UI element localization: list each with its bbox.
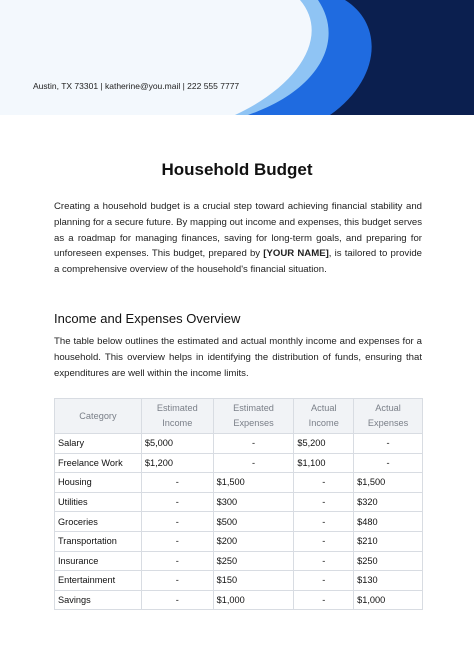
- amount-cell: -: [294, 531, 354, 551]
- amount-cell: $250: [213, 551, 294, 571]
- category-cell: Utilities: [55, 492, 142, 512]
- column-header-label: Income: [162, 418, 193, 428]
- category-cell: Salary: [55, 434, 142, 454]
- intro-text-start: Creating a household budget is a crucial step toward achieving financial stability and planning for a secure future. By mapping out income and expenses, this budget serves as a roadmap for managing finances, saving for long-term goals, and preparing for unforeseen expenses. This budget, prepared by: [54, 201, 422, 260]
- amount-cell: -: [294, 492, 354, 512]
- column-header-label: Expenses: [233, 418, 274, 428]
- amount-cell: -: [141, 473, 213, 493]
- amount-cell: -: [354, 434, 423, 454]
- table-row: [55, 453, 423, 473]
- table-row: [55, 590, 423, 610]
- column-header-label: Category: [79, 410, 117, 421]
- amount-cell: -: [141, 492, 213, 512]
- table-row: [55, 551, 423, 571]
- column-header: [294, 399, 354, 434]
- amount-cell: -: [294, 551, 354, 571]
- section-heading: Income and Expenses Overview: [54, 311, 241, 326]
- contact-info: Austin, TX 73301 | katherine@you.mail | 222 555 7777: [33, 81, 240, 91]
- category-cell: Housing: [55, 473, 142, 493]
- amount-cell: $200: [213, 531, 294, 551]
- amount-cell: $130: [354, 571, 423, 591]
- table-row: [55, 512, 423, 532]
- table-body: [55, 434, 423, 610]
- amount-cell: $1,100: [294, 453, 354, 473]
- category-cell: Transportation: [55, 531, 142, 551]
- category-cell: Groceries: [55, 512, 142, 532]
- amount-cell: -: [354, 453, 423, 473]
- table-row: [55, 434, 423, 454]
- amount-cell: $210: [354, 531, 423, 551]
- letterhead-header: [0, 0, 474, 115]
- amount-cell: -: [213, 453, 294, 473]
- amount-cell: $300: [213, 492, 294, 512]
- amount-cell: $500: [213, 512, 294, 532]
- column-header-label: Income: [308, 418, 339, 428]
- amount-cell: $150: [213, 571, 294, 591]
- amount-cell: $5,000: [141, 434, 213, 454]
- amount-cell: $320: [354, 492, 423, 512]
- column-header: [354, 399, 423, 434]
- column-header-label: Estimated: [156, 403, 198, 413]
- amount-cell: -: [294, 571, 354, 591]
- category-cell: Insurance: [55, 551, 142, 571]
- amount-cell: -: [141, 551, 213, 571]
- amount-cell: -: [141, 571, 213, 591]
- amount-cell: $1,200: [141, 453, 213, 473]
- column-header: [141, 399, 213, 434]
- category-cell: Entertainment: [55, 571, 142, 591]
- amount-cell: $1,000: [213, 590, 294, 610]
- amount-cell: -: [294, 590, 354, 610]
- page-title: Household Budget: [161, 160, 313, 179]
- table-row: [55, 492, 423, 512]
- column-header-label: Actual: [375, 403, 401, 413]
- amount-cell: -: [213, 434, 294, 454]
- amount-cell: $5,200: [294, 434, 354, 454]
- amount-cell: -: [141, 512, 213, 532]
- amount-cell: $250: [354, 551, 423, 571]
- budget-table: [54, 398, 423, 610]
- amount-cell: $1,500: [354, 473, 423, 493]
- column-header-label: Actual: [310, 403, 337, 413]
- table-row: [55, 531, 423, 551]
- intro-paragraph: [54, 199, 422, 278]
- column-header: [55, 399, 142, 434]
- header-wave-graphic: [0, 0, 474, 115]
- category-cell: Freelance Work: [55, 453, 142, 473]
- column-header-label: Estimated: [233, 403, 274, 413]
- amount-cell: $1,500: [213, 473, 294, 493]
- amount-cell: $1,000: [354, 590, 423, 610]
- category-cell: Savings: [55, 590, 142, 610]
- intro-text-end: , is tailored to provide a comprehensive overview of the household's financial situation.: [54, 248, 423, 276]
- table-row: [55, 571, 423, 591]
- name-placeholder[interactable]: [YOUR NAME]: [263, 248, 329, 260]
- amount-cell: -: [294, 512, 354, 532]
- table-header-row: [55, 399, 423, 434]
- amount-cell: $480: [354, 512, 423, 532]
- amount-cell: -: [294, 473, 354, 493]
- amount-cell: -: [141, 590, 213, 610]
- table-row: [55, 473, 423, 493]
- column-header-label: Expenses: [367, 418, 409, 428]
- section-description: The table below outlines the estimated and actual monthly income and expenses for a household. This overview helps in identifying the distribution of funds, ensuring that expenditures are well within the income limits.: [54, 336, 422, 379]
- amount-cell: -: [141, 531, 213, 551]
- column-header: [213, 399, 294, 434]
